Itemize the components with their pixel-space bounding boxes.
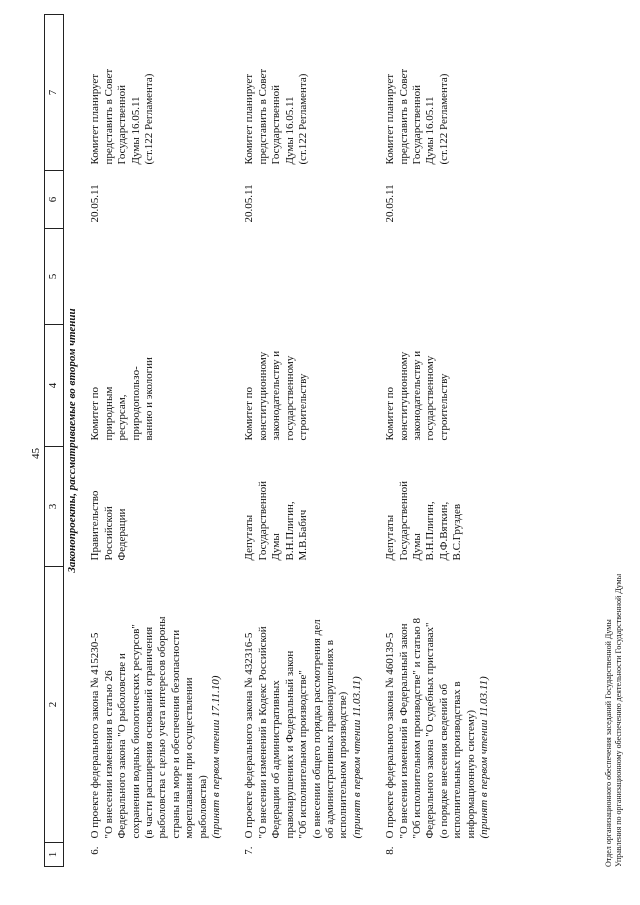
reading-note: (принят в первом чтении 11.03.11) bbox=[350, 676, 363, 839]
initiator-line: Правительство bbox=[89, 490, 102, 561]
row-spacer bbox=[223, 15, 237, 867]
footer-line: Управления по организационному обеспечению деятельности Государственной Думы bbox=[614, 573, 623, 867]
initiator-line: М.В.Бабич bbox=[297, 509, 310, 561]
responsible-committee-line: природным bbox=[102, 386, 115, 441]
column-header: 1 bbox=[45, 843, 64, 867]
bill-description-line: (о внесении общего порядка рассмотрения дел bbox=[310, 619, 323, 839]
row-number: 8. bbox=[384, 846, 397, 855]
initiator-line: Думы bbox=[270, 533, 283, 561]
committee-plan-line: Государственной bbox=[270, 84, 283, 165]
responsible-committee-line: природопользо- bbox=[129, 366, 142, 441]
column-5-cell bbox=[378, 229, 491, 325]
responsible-committee-line: строительству bbox=[437, 373, 450, 441]
table-row bbox=[237, 15, 364, 867]
bill-description-line: страны на море и обеспечения безопасности bbox=[169, 629, 182, 839]
responsible-committee-line: законодательству и bbox=[270, 350, 283, 441]
initiator-line: Думы bbox=[410, 533, 423, 561]
bill-description-line: (в части расширения оснований ограничения bbox=[143, 626, 156, 839]
bill-description-line: (о порядке внесения сведений об bbox=[437, 683, 450, 839]
committee-plan-line: Думы 16.05.11 bbox=[129, 96, 142, 165]
committee-plan-line: Комитет планирует bbox=[384, 73, 397, 165]
reading-note: (принят в первом чтении 11.03.11) bbox=[477, 676, 490, 839]
row-spacer bbox=[364, 15, 378, 867]
page-number: 45 bbox=[30, 448, 42, 459]
committee-plan-line: Государственной bbox=[116, 84, 129, 165]
responsible-committee-line: ванию и экологии bbox=[143, 357, 156, 441]
initiator-line: Федерации bbox=[116, 508, 129, 561]
committee-plan-line: (ст.122 Регламента) bbox=[297, 73, 310, 165]
bill-description-line: О проекте федерального закона № 460139-5 bbox=[384, 632, 397, 839]
date-cell: 20.05.11 bbox=[89, 184, 102, 223]
initiator-line: Депутаты bbox=[384, 514, 397, 561]
committee-plan bbox=[378, 15, 491, 171]
bill-description-line: рыболовства с целью учета интересов обороны bbox=[156, 616, 169, 839]
responsible-committee bbox=[237, 325, 364, 447]
committee-plan-line: Думы 16.05.11 bbox=[424, 96, 437, 165]
responsible-committee-line: Комитет по bbox=[243, 386, 256, 441]
committee-plan-line: представить в Совет bbox=[256, 68, 269, 165]
initiator bbox=[83, 447, 223, 567]
responsible-committee-line: конституционному bbox=[397, 351, 410, 441]
initiator-line: Государственной bbox=[397, 480, 410, 561]
bill-description-line: "О внесении изменений в Федеральный закон bbox=[397, 623, 410, 839]
committee-plan-line: Комитет планирует bbox=[243, 73, 256, 165]
bill-description-line: "Об исполнительном производстве" и статью 8 bbox=[410, 618, 423, 839]
responsible-committee bbox=[83, 325, 223, 447]
responsible-committee-line: Комитет по bbox=[89, 386, 102, 441]
column-header: 5 bbox=[45, 229, 64, 325]
bill-description-line: мореплавания при осуществлении bbox=[183, 677, 196, 839]
bill-description-line: О проекте федерального закона № 432316-5 bbox=[243, 632, 256, 839]
bill-description-line: О проекте федерального закона № 415230-5 bbox=[89, 632, 102, 839]
initiator-line: Депутаты bbox=[243, 514, 256, 561]
initiator-line: В.Н.Плигин, bbox=[424, 501, 437, 561]
responsible-committee-line: ресурсам, bbox=[116, 394, 129, 441]
responsible-committee-line: конституционному bbox=[256, 351, 269, 441]
committee-plan-line: представить в Совет bbox=[397, 68, 410, 165]
initiator-line: Российской bbox=[102, 506, 115, 561]
column-5-cell bbox=[237, 229, 364, 325]
column-header: 4 bbox=[45, 325, 64, 447]
committee-plan-line: представить в Совет bbox=[102, 68, 115, 165]
initiator-line: Д.Ф.Вяткин, bbox=[437, 501, 450, 561]
row-spacer-cell bbox=[223, 15, 237, 867]
footer bbox=[604, 574, 624, 867]
bill-description bbox=[237, 567, 364, 843]
reading-note: (принят в первом чтении 17.11.10) bbox=[210, 675, 223, 839]
row-number: 6. bbox=[89, 846, 102, 855]
column-header: 3 bbox=[45, 447, 64, 567]
bill-description-line: исполнительном производстве) bbox=[337, 691, 350, 839]
bill-description-line: правонарушениях и Федеральный закон bbox=[283, 650, 296, 839]
initiator-line: В.С.Груздев bbox=[451, 503, 464, 561]
committee-plan-line: (ст.122 Регламента) bbox=[143, 73, 156, 165]
row-spacer-cell bbox=[364, 15, 378, 867]
section-title-row bbox=[64, 15, 84, 867]
table-row bbox=[378, 15, 491, 867]
column-header: 6 bbox=[45, 171, 64, 229]
column-header: 7 bbox=[45, 15, 64, 171]
responsible-committee-line: строительству bbox=[297, 373, 310, 441]
bill-description-line: исполнительных производствах в bbox=[451, 681, 464, 839]
column-5-cell bbox=[83, 229, 223, 325]
initiator-line: В.Н.Плигин, bbox=[283, 501, 296, 561]
committee-plan-line: Думы 16.05.11 bbox=[283, 96, 296, 165]
bill-description bbox=[378, 567, 491, 843]
committee-plan-line: Государственной bbox=[410, 84, 423, 165]
bill-description-line: Федерального закона "О рыболовстве и bbox=[116, 653, 129, 839]
bill-description-line: информационную систему) bbox=[464, 710, 477, 839]
footer-line: Отдел организационного обеспечения заседаний Государственной Думы bbox=[604, 619, 613, 867]
responsible-committee-line: государственному bbox=[424, 355, 437, 441]
responsible-committee-line: государственному bbox=[283, 355, 296, 441]
responsible-committee-line: законодательству и bbox=[410, 350, 423, 441]
date-cell: 20.05.11 bbox=[243, 184, 256, 223]
bill-description-line: "О внесении изменений в Кодекс Российской bbox=[256, 626, 269, 839]
bill-description-line: об административных правонарушениях в bbox=[323, 640, 336, 839]
initiator bbox=[378, 447, 491, 567]
bill-description-line: рыболовства) bbox=[196, 775, 209, 839]
committee-plan-line: Комитет планирует bbox=[89, 73, 102, 165]
bill-description-line: Федерального закона "О судебных приставах" bbox=[424, 622, 437, 839]
bill-description bbox=[83, 567, 223, 843]
bill-description-line: "О внесении изменения в статью 26 bbox=[102, 670, 115, 839]
column-header: 2 bbox=[45, 567, 64, 843]
bill-description-line: сохранении водных биологических ресурсов" bbox=[129, 624, 142, 839]
date-cell: 20.05.11 bbox=[384, 184, 397, 223]
agenda-table bbox=[44, 14, 491, 867]
column-header-row bbox=[45, 15, 64, 867]
initiator-line: Государственной bbox=[256, 480, 269, 561]
bill-description-line: "Об исполнительном производстве" bbox=[297, 670, 310, 839]
initiator bbox=[237, 447, 364, 567]
table-row bbox=[83, 15, 223, 867]
committee-plan bbox=[237, 15, 364, 171]
committee-plan bbox=[83, 15, 223, 171]
bill-description-line: Федерации об административных bbox=[270, 680, 283, 839]
responsible-committee bbox=[378, 325, 491, 447]
committee-plan-line: (ст.122 Регламента) bbox=[437, 73, 450, 165]
row-number: 7. bbox=[243, 846, 256, 855]
section-title: Законопроекты, рассматриваемые во втором чтении bbox=[66, 308, 78, 573]
responsible-committee-line: Комитет по bbox=[384, 386, 397, 441]
